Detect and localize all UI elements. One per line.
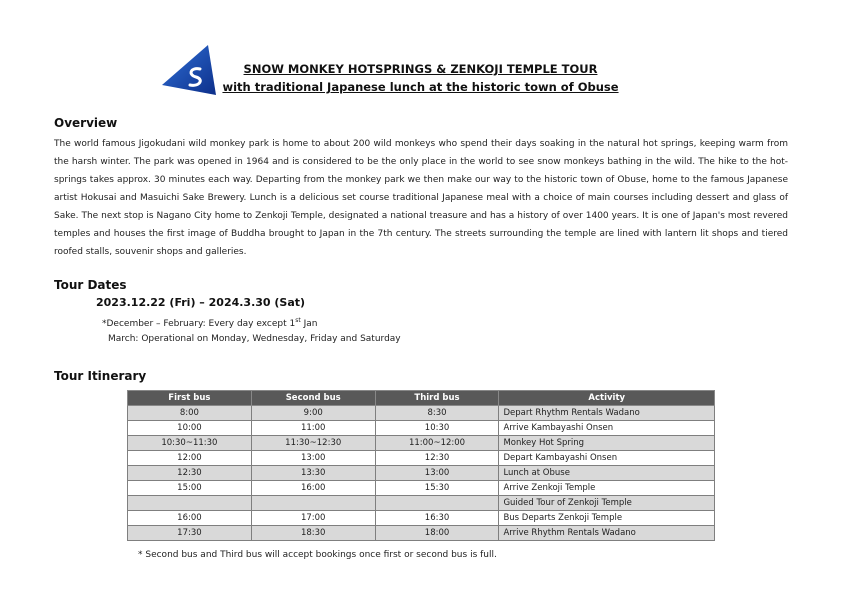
table-row: [128, 406, 715, 421]
third-bus-time: 13:00: [375, 466, 499, 481]
table-row: [128, 421, 715, 436]
itinerary-header-row: [128, 391, 715, 406]
table-row: [128, 451, 715, 466]
third-bus-time: 15:30: [375, 481, 499, 496]
table-row: [128, 466, 715, 481]
table-row: [128, 436, 715, 451]
column-header-third-bus: Third bus: [375, 391, 499, 406]
first-bus-time: [128, 496, 252, 511]
second-bus-time: 11:00: [251, 421, 375, 436]
column-header-second-bus: Second bus: [251, 391, 375, 406]
first-bus-time: 16:00: [128, 511, 252, 526]
third-bus-time: [375, 496, 499, 511]
third-bus-time: 18:00: [375, 526, 499, 541]
first-bus-time: 17:30: [128, 526, 252, 541]
second-bus-time: 13:00: [251, 451, 375, 466]
second-bus-time: 16:00: [251, 481, 375, 496]
third-bus-time: 16:30: [375, 511, 499, 526]
second-bus-time: 11:30~12:30: [251, 436, 375, 451]
second-bus-time: 17:00: [251, 511, 375, 526]
itinerary-footnote: * Second bus and Third bus will accept bookings once first or second bus is full.: [138, 550, 497, 560]
first-bus-time: 12:00: [128, 451, 252, 466]
first-bus-time: 8:00: [128, 406, 252, 421]
activity: Arrive Rhythm Rentals Wadano: [499, 526, 715, 541]
table-row: [128, 511, 715, 526]
second-bus-time: [251, 496, 375, 511]
activity: Lunch at Obuse: [499, 466, 715, 481]
tour-subtitle: with traditional Japanese lunch at the historic town of Obuse: [222, 80, 619, 94]
activity: Monkey Hot Spring: [499, 436, 715, 451]
activity: Bus Departs Zenkoji Temple: [499, 511, 715, 526]
third-bus-time: 11:00~12:00: [375, 436, 499, 451]
overview-paragraph: The world famous Jigokudani wild monkey park is home to about 200 wild monkeys who spend their days soaking in the natural hot springs, keeping warm from the harsh winter. The park was opened in 1964 and is considered to be the only place in the world to see snow monkeys bathing in the wild. The hike to the hot-springs takes approx. 30 minutes each way. Departing from the monkey park we then make our way to the historic town of Obuse, home to the famous Japanese artist Hokusai and Masuichi Sake Brewery. Lunch is a delicious set course traditional Japanese meal with a choice of main courses including dessert and glass of Sake. The next stop is Nagano City home to Zenkoji Temple, designated a national treasure and has a history of over 1400 years. It is one of Japan's most revered temples and houses the first image of Buddha brought to Japan in the 7th century. The streets surrounding the temple are lined with lantern lit shops and tiered roofed stalls, souvenir shops and galleries.: [54, 139, 788, 257]
winter-schedule-note: *December – February: Every day except 1st Jan: [102, 317, 318, 329]
first-bus-time: 15:00: [128, 481, 252, 496]
activity: Depart Kambayashi Onsen: [499, 451, 715, 466]
table-row: [128, 481, 715, 496]
first-bus-time: 12:30: [128, 466, 252, 481]
activity: Arrive Kambayashi Onsen: [499, 421, 715, 436]
activity: Guided Tour of Zenkoji Temple: [499, 496, 715, 511]
second-bus-time: 9:00: [251, 406, 375, 421]
tour-dates-heading: Tour Dates: [54, 278, 127, 292]
first-bus-time: 10:00: [128, 421, 252, 436]
overview-heading: Overview: [54, 116, 118, 130]
third-bus-time: 12:30: [375, 451, 499, 466]
column-header-first-bus: First bus: [128, 391, 252, 406]
column-header-activity: Activity: [499, 391, 715, 406]
tour-title: SNOW MONKEY HOTSPRINGS & ZENKOJI TEMPLE TOUR: [243, 62, 598, 76]
table-row: [128, 496, 715, 511]
itinerary-table: [127, 390, 715, 541]
activity: Depart Rhythm Rentals Wadano: [499, 406, 715, 421]
table-row: [128, 526, 715, 541]
march-schedule-note: March: Operational on Monday, Wednesday, Friday and Saturday: [108, 334, 401, 344]
tour-date-range: 2023.12.22 (Fri) – 2024.3.30 (Sat): [96, 296, 306, 309]
third-bus-time: 8:30: [375, 406, 499, 421]
second-bus-time: 13:30: [251, 466, 375, 481]
itinerary-heading: Tour Itinerary: [54, 369, 147, 383]
first-bus-time: 10:30~11:30: [128, 436, 252, 451]
second-bus-time: 18:30: [251, 526, 375, 541]
third-bus-time: 10:30: [375, 421, 499, 436]
activity: Arrive Zenkoji Temple: [499, 481, 715, 496]
